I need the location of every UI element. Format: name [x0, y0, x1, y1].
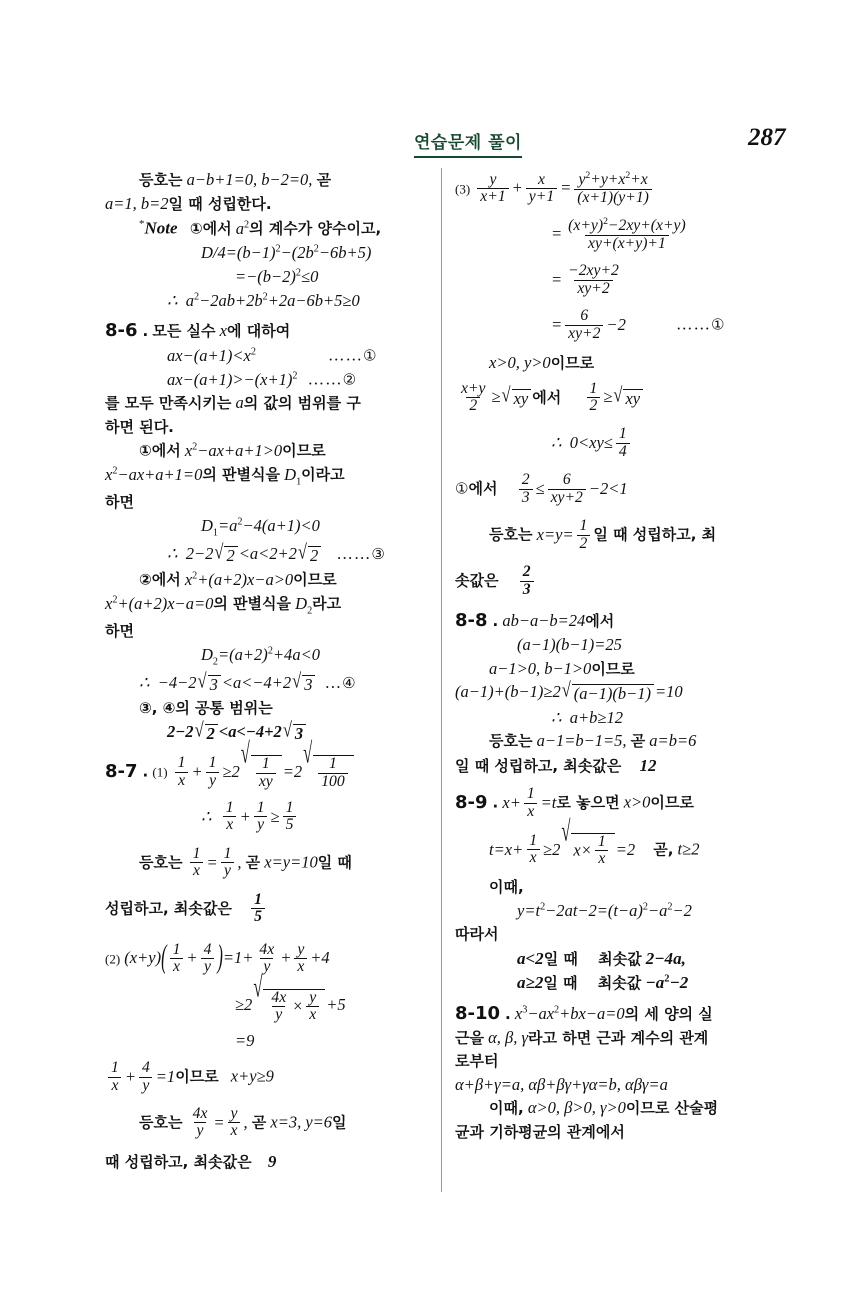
problem-8-9-l4: $y=t^2-2at-2=(t-a)^2-a^2-2$	[517, 900, 692, 920]
p3-line-3: = $\frac{-2xy+2}{xy+2}$	[551, 262, 619, 297]
p3-line-2: = $\frac{(x+y)^2-2xy+(x+y)}{xy+(x+y)+1}$	[551, 216, 686, 252]
p3-line-5: x>0, y>0이므로	[489, 353, 595, 373]
problem-8-8-answer: 12	[639, 755, 657, 775]
left-column	[105, 172, 435, 1177]
problem-8-7-p1-l4: 성립하고, 최솟값은 $\frac{1}{5}$	[105, 893, 435, 927]
problem-8-6-line-a: 를 모두 만족시키는 a의 값의 범위를 구	[105, 393, 361, 412]
p3-line-9: 등호는 x=y= $\frac{1}{2}$ 일 때 성립하고, 최	[489, 517, 717, 552]
continued-block	[105, 172, 435, 309]
problem-8-10-l3: 로부터	[455, 1052, 499, 1071]
problem-8-6-line-c: ①에서 $x^2-ax+a+1>0$이므로	[139, 440, 326, 460]
problem-8-6-line-e: 하면	[105, 493, 134, 512]
right-column	[455, 172, 785, 1147]
problem-8-7-p1-l2: ∴ $\frac{1}{x}$ + $\frac{1}{y}$ ≥ $\frac{1}{5}$	[105, 801, 435, 835]
problem-8-7-p2-l6: 때 성립하고, 최솟값은 9	[105, 1151, 277, 1171]
p3-line-1: (3) $\frac{y}{x+1}$ + $\frac{x}{y+1}$ = $\frac{y^2+y+x^2+x}{(x+1)(y+1)}$	[455, 172, 785, 207]
column-divider	[441, 168, 442, 1192]
problem-8-6-line-d: $x^2-ax+a+1=0$의 판별식을 $D_1$이라고	[105, 464, 345, 487]
problem-8-6	[105, 322, 435, 742]
problem-8-6-line-m: ③, ④의 공통 범위는	[139, 699, 273, 718]
problem-8-6-line-k: $D_2=(a+2)^2+4a<0$	[201, 645, 320, 668]
problem-8-8-l3: a−1>0, b−1>0이므로	[489, 658, 635, 678]
problem-8-6-line-j: 하면	[105, 622, 134, 641]
problem-8-6-line-h: ②에서 $x^2+(a+2)x-a>0$이므로	[139, 569, 337, 589]
problem-8-10-heading: 8-10 . $x^3-ax^2+bx-a=0$의 세 양의 실	[455, 1002, 713, 1024]
problem-number: 8-10	[455, 1002, 501, 1024]
problem-8-9-l5: 따라서	[455, 925, 499, 944]
p3-line-4: = $\frac{6}{xy+2}$ −2 ……①	[551, 307, 725, 342]
note-line-2: $D/4=(b-1)^2-(2b^2-6b+5)$	[201, 242, 372, 262]
problem-8-10-l4: α+β+γ=a, αβ+βγ+γα=b, αβγ=a	[455, 1074, 668, 1094]
part-label-1: (1)	[152, 764, 168, 780]
header-title: 연습문제 풀이	[414, 128, 522, 158]
part-label-2: (2)	[105, 951, 121, 967]
problem-8-6-line-l: ∴ −4−2 √ 3 <a<−4+2 √ 3 …④	[139, 668, 356, 694]
problem-number: 8-6	[105, 320, 138, 341]
p3-line-10: 솟값은 $\frac{2}{3}$	[455, 565, 785, 599]
problem-8-6-heading: 8-6 . 모든 실수 x에 대하여	[105, 320, 291, 341]
problem-8-6-eq2: $ax-(a+1)>-(x+1)^2$ ……②	[167, 369, 357, 389]
note-line-1: *Note ①에서 $a^2$의 계수가 양수이고,	[139, 218, 382, 238]
p3-answer: $\frac{2}{3}$	[517, 571, 537, 590]
problem-8-7-p2-l3: =9	[235, 1030, 255, 1050]
problem-8-8-l7: 일 때 성립하고, 최솟값은 12	[455, 755, 657, 775]
problem-8-6-eq1: $ax-(a+1)<x^2$ ……①	[167, 345, 377, 365]
equality-condition-line-1: 등호는 a−b+1=0, b−2=0, 곧	[139, 170, 332, 189]
problem-8-7-part1: 8-7 . (1) $\frac{1}{x}$ + $\frac{1}{y}$ ≥2 √ $\frac{1}{xy}$ =2 √ $\frac{1}{100}$	[105, 755, 435, 791]
problem-8-10-l5: 이때, α>0, β>0, γ>0이므로 산술평	[489, 1098, 719, 1118]
problem-8-10-l6: 균과 기하평균의 관계에서	[455, 1122, 625, 1141]
page-number: 287	[748, 124, 786, 151]
p3-line-7: ∴ 0<xy≤ $\frac{1}{4}$	[455, 427, 785, 461]
problem-8-9-l3: 이때,	[489, 877, 524, 896]
problem-8-8-heading: 8-8 . ab−a−b=24에서	[455, 610, 615, 632]
problem-8-9-heading: 8-9 . x+ $\frac{1}{x}$ =t로 놓으면 x>0이므로	[455, 785, 694, 820]
problem-8-7-p2-answer: 9	[267, 1151, 277, 1171]
problem-8-10	[455, 1002, 785, 1141]
problem-8-6-line-g: ∴ 2−2 √ 2 <a<2+2 √ 2 ……③	[167, 539, 385, 565]
problem-8-10-l2: 근을 α, β, γ라고 하면 근과 계수의 관계	[455, 1027, 709, 1047]
problem-8-7-part3	[455, 172, 785, 599]
problem-8-8-l2: (a−1)(b−1)=25	[517, 635, 622, 655]
problem-8-6-answer: 2−2 √ 2 <a<−4+2 √ 3	[105, 724, 435, 743]
problem-8-7-p1-l3: 등호는 $\frac{1}{x}$ = $\frac{1}{y}$ , 곧 x=y=10일 때	[139, 844, 352, 880]
problem-8-7-part2: (2) (x+y)( $\frac{1}{x}$ + $\frac{4}{y}$ )=1+ $\frac{4x}{y}$ + $\frac{y}{x}$ +4	[105, 937, 330, 976]
problem-number: 8-8	[455, 610, 488, 632]
problem-number: 8-9	[455, 791, 488, 813]
problem-8-7-p2-l4: $\frac{1}{x}$ + $\frac{4}{y}$ =1이므로 x+y≥9	[105, 1061, 435, 1095]
problem-8-8	[455, 612, 785, 774]
problem-8-6-line-b: 하면 된다.	[105, 417, 174, 436]
problem-8-9-l6: a<2일 때 최솟값 2−4a,	[517, 948, 686, 968]
p3-line-8: ①에서 $\frac{2}{3}$ ≤ $\frac{6}{xy+2}$ −2<1	[455, 471, 628, 506]
problem-8-9-l2: t=x+ $\frac{1}{x}$ ≥2 √ x× $\frac{1}{x}$ =2 곧, t≥2	[489, 814, 700, 868]
page-header	[0, 124, 868, 162]
problem-8-7-p1-answer: $\frac{1}{5}$	[248, 899, 268, 918]
problem-number: 8-7	[105, 760, 138, 782]
problem-8-8-l4: (a−1)+(b−1)≥2 √ (a−1)(b−1) =10	[455, 678, 683, 704]
problem-8-7-p2-l5: 등호는 $\frac{4x}{y}$ = $\frac{y}{x}$ , 곧 x=3, y=6일	[139, 1104, 347, 1140]
problem-8-7	[105, 736, 435, 1171]
p3-line-6: $\frac{x+y}{2}$ ≥ √ xy 에서 $\frac{1}{2}$ ≥ √ xy	[455, 382, 785, 416]
problem-8-7-p2-l2: ≥2 √ $\frac{4x}{y}$ × $\frac{y}{x}$ +5	[235, 969, 346, 1024]
problem-8-6-line-f: $D_1=a^2-4(a+1)<0$	[201, 516, 320, 539]
equality-condition-line-2: a=1, b=2일 때 성립한다.	[105, 193, 272, 213]
note-line-3: $=-(b-2)^2\le 0$	[235, 266, 319, 286]
note-line-4: ∴ $a^2-2ab+2b^2+2a-6b+5\ge 0$	[167, 290, 360, 310]
part-label-3: (3)	[455, 181, 471, 197]
note-label: Note	[144, 218, 178, 238]
problem-8-9-l7: a≥2일 때 최솟값 $-a^2-2$	[517, 973, 689, 993]
problem-8-8-l5: ∴ a+b≥12	[551, 707, 623, 727]
problem-8-6-line-i: $x^2+(a+2)x-a=0$의 판별식을 $D_2$라고	[105, 593, 342, 616]
problem-8-8-l6: 등호는 a−1=b−1=5, 곧 a=b=6	[489, 731, 697, 751]
problem-8-9	[455, 787, 785, 992]
